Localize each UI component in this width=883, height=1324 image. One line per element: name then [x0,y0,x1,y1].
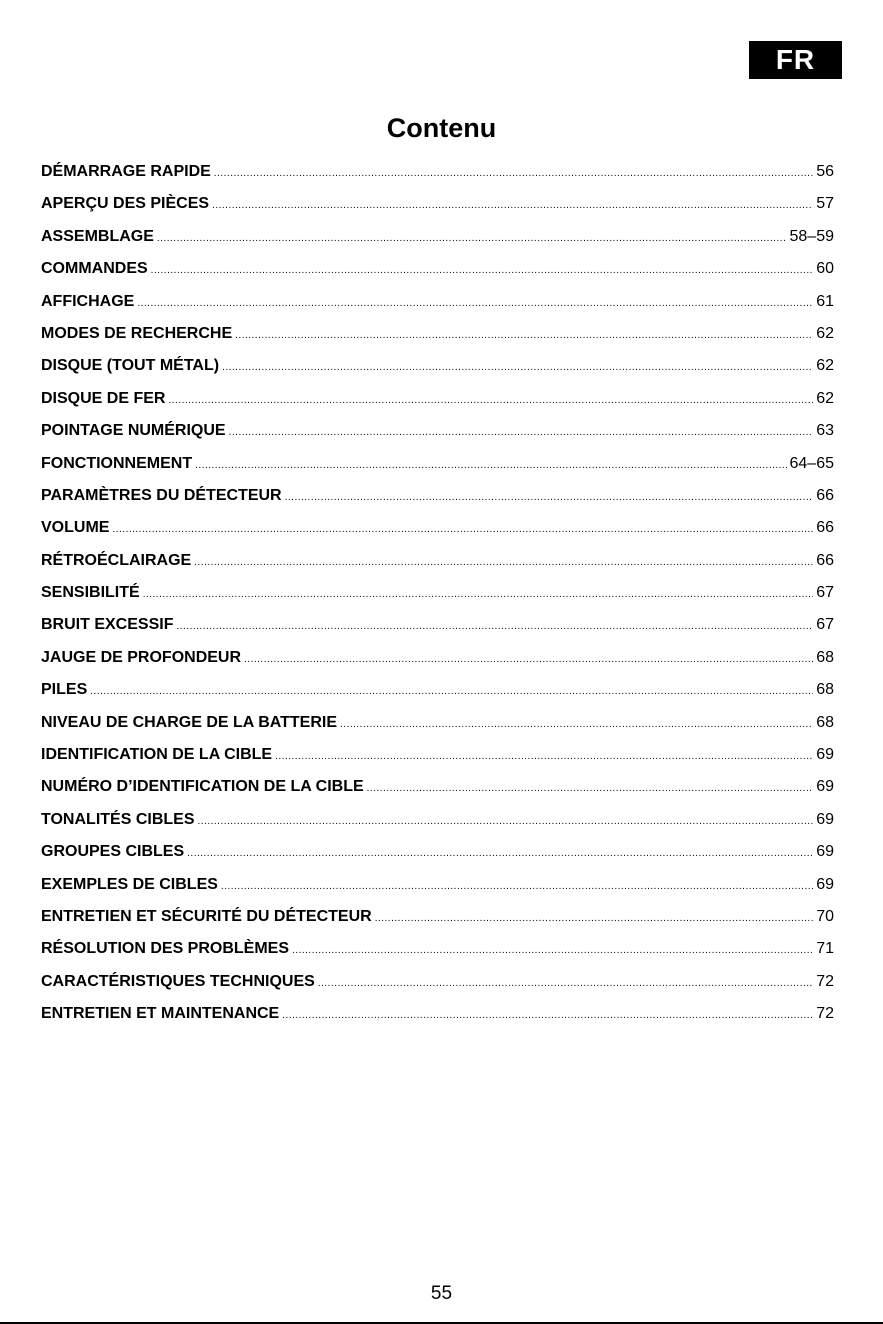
toc-entry[interactable] [41,771,834,803]
toc-entry[interactable] [41,674,834,706]
toc-entry[interactable] [41,707,834,739]
toc-entry-page: 66 [816,519,834,537]
toc-entry-label: APERÇU DES PIÈCES [41,195,210,213]
toc-entry-label: ASSEMBLAGE [41,227,154,245]
toc-entry-label: BRUIT EXCESSIF [41,616,174,634]
toc-entry-page: 67 [816,616,834,634]
toc-entry[interactable] [41,966,834,998]
toc-dot-leader [90,676,813,708]
toc-entry-label: RÉTROÉCLAIRAGE [41,551,192,569]
toc-entry[interactable] [41,869,834,901]
toc-entry-page: 56 [816,163,834,180]
toc-entry-page: 72 [816,972,834,990]
toc-entry-page: 66 [816,486,834,504]
toc-entry[interactable] [41,415,834,447]
toc-entry-label: PILES [41,681,88,699]
toc-entry-label: DISQUE DE FER [41,389,166,407]
toc-entry-label: IDENTIFICATION DE LA CIBLE [41,746,273,764]
toc-entry-label: EXEMPLES DE CIBLES [41,875,218,893]
toc-entry-page: 69 [816,746,834,764]
toc-entry[interactable] [41,739,834,771]
toc-entry-page: 60 [816,260,834,278]
toc-entry-label: FONCTIONNEMENT [41,454,193,472]
toc-entry[interactable] [41,836,834,868]
toc-entry-page: 70 [816,907,834,925]
toc-entry-page: 69 [816,843,834,861]
toc-dot-leader [292,935,813,967]
toc-dot-leader [244,644,813,676]
toc-dot-leader [214,158,813,190]
toc-entry-label: ENTRETIEN ET SÉCURITÉ DU DÉTECTEUR [41,907,372,925]
toc-entry[interactable] [41,350,834,382]
toc-dot-leader [229,417,814,449]
toc-entry[interactable] [41,318,834,350]
toc-dot-leader [375,903,814,935]
toc-entry-page: 72 [816,1005,834,1023]
toc-entry-page: 57 [816,195,834,213]
toc-entry[interactable] [41,221,834,253]
toc-entry[interactable] [41,609,834,641]
toc-entry-label: NUMÉRO D’IDENTIFICATION DE LA CIBLE [41,778,364,796]
toc-entry-label: AFFICHAGE [41,292,135,310]
toc-entry[interactable] [41,512,834,544]
page-title: Contenu [386,113,497,143]
toc-entry-label: PARAMÈTRES DU DÉTECTEUR [41,486,282,504]
toc-entry[interactable] [41,933,834,965]
toc-entry-page: 63 [816,422,834,440]
toc-dot-leader [222,352,813,384]
toc-entry[interactable] [41,253,834,285]
toc-entry-page: 58–59 [789,227,834,245]
toc-entry-label: TONALITÉS CIBLES [41,810,195,828]
toc-dot-leader [340,709,813,741]
toc-entry[interactable] [41,804,834,836]
toc-entry-label: DÉMARRAGE RAPIDE [41,163,211,180]
toc-entry[interactable] [41,545,834,577]
table-of-contents [41,156,834,1031]
footer-page-number: 55 [430,1283,453,1304]
toc-dot-leader [176,611,813,643]
toc-dot-leader [137,288,813,320]
toc-entry[interactable] [41,383,834,415]
toc-entry[interactable] [41,577,834,609]
toc-entry-label: VOLUME [41,519,110,537]
toc-entry[interactable] [41,480,834,512]
toc-entry-label: COMMANDES [41,260,148,278]
toc-entry-label: CARACTÉRISTIQUES TECHNIQUES [41,972,315,990]
toc-entry-page: 61 [816,292,834,310]
toc-dot-leader [187,838,813,870]
toc-entry-label: NIVEAU DE CHARGE DE LA BATTERIE [41,713,338,731]
toc-entry[interactable] [41,448,834,480]
toc-dot-leader [282,1000,813,1032]
toc-entry-page: 69 [816,778,834,796]
toc-dot-leader [367,773,814,805]
toc-entry-page: 68 [816,648,834,666]
toc-entry[interactable] [41,156,834,188]
toc-entry-page: 68 [816,713,834,731]
toc-entry-page: 64–65 [789,454,834,472]
toc-dot-leader [143,579,814,611]
toc-entry-page: 66 [816,551,834,569]
toc-entry-page: 62 [816,324,834,342]
toc-dot-leader [194,547,813,579]
toc-dot-leader [221,871,813,903]
toc-dot-leader [318,968,813,1000]
toc-entry-page: 69 [816,875,834,893]
toc-entry[interactable] [41,998,834,1030]
toc-entry[interactable] [41,642,834,674]
language-badge: FR [749,41,842,79]
toc-entry-label: JAUGE DE PROFONDEUR [41,648,242,666]
toc-entry-label: ENTRETIEN ET MAINTENANCE [41,1005,280,1023]
toc-entry[interactable] [41,188,834,220]
toc-entry-label: MODES DE RECHERCHE [41,324,233,342]
toc-entry[interactable] [41,286,834,318]
toc-entry[interactable] [41,901,834,933]
toc-entry-label: GROUPES CIBLES [41,843,185,861]
toc-entry-label: SENSIBILITÉ [41,584,140,602]
toc-dot-leader [168,385,813,417]
toc-entry-page: 69 [816,810,834,828]
toc-entry-label: POINTAGE NUMÉRIQUE [41,422,226,440]
toc-entry-page: 62 [816,389,834,407]
toc-entry-label: RÉSOLUTION DES PROBLÈMES [41,940,290,958]
toc-entry-label: DISQUE (TOUT MÉTAL) [41,357,220,375]
toc-dot-leader [285,482,814,514]
toc-dot-leader [235,320,813,352]
toc-dot-leader [151,255,814,287]
toc-entry-page: 68 [816,681,834,699]
toc-dot-leader [212,190,813,222]
toc-dot-leader [157,223,787,255]
toc-dot-leader [195,450,786,482]
toc-entry-page: 67 [816,584,834,602]
toc-dot-leader [112,514,813,546]
toc-entry-page: 71 [816,940,834,958]
toc-dot-leader [198,806,814,838]
toc-dot-leader [275,741,813,773]
toc-entry-page: 62 [816,357,834,375]
